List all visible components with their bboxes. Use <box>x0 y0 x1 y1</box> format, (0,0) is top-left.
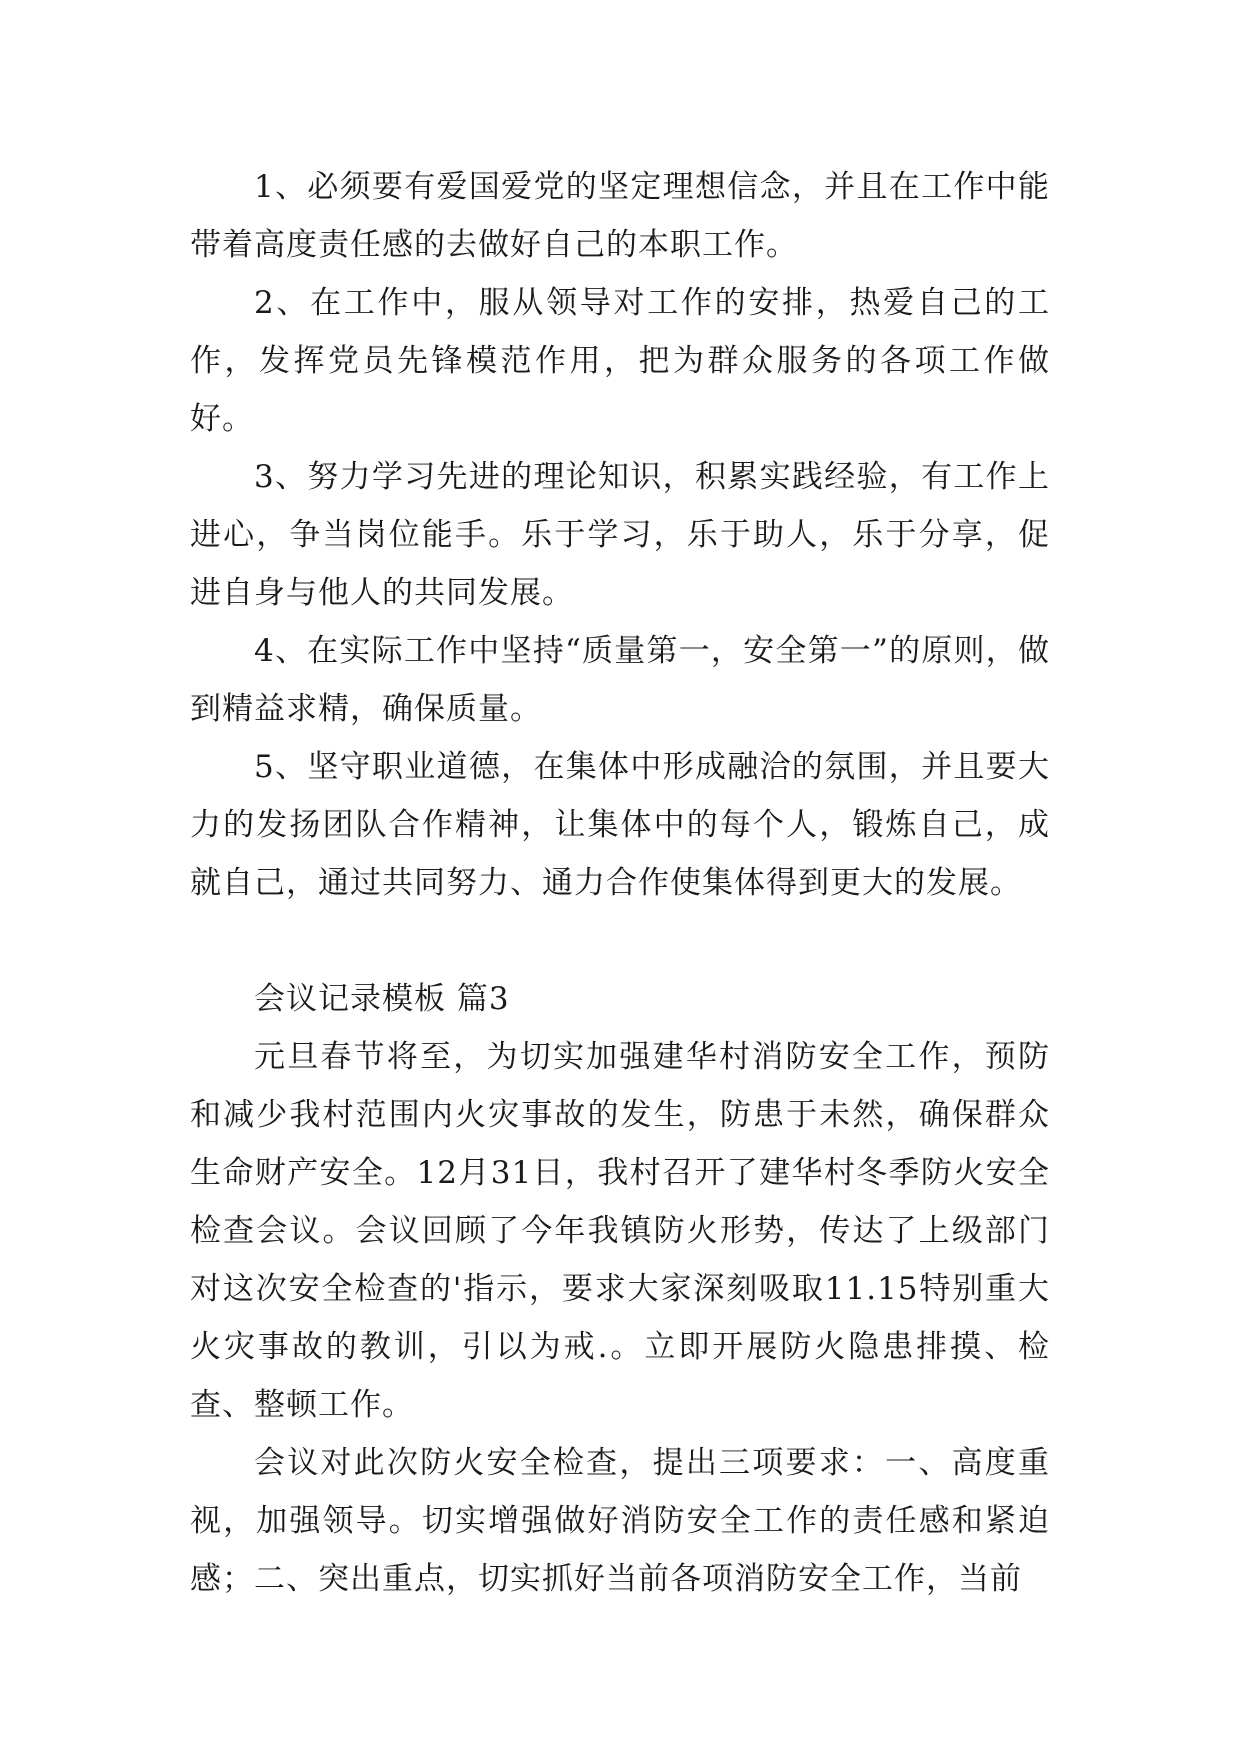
list-item-3: 3、努力学习先进的理论知识，积累实践经验，有工作上进心，争当岗位能手。乐于学习，乐于助人，乐于分享，促进自身与他人的共同发展。 <box>190 459 1050 611</box>
list-item-4: 4、在实际工作中坚持“质量第一，安全第一”的原则，做到精益求精，确保质量。 <box>190 633 1050 727</box>
document-body <box>190 158 1050 1608</box>
list-item-5: 5、坚守职业道德，在集体中形成融洽的氛围，并且要大力的发扬团队合作精神，让集体中的每个人，锻炼自己，成就自己，通过共同努力、通力合作使集体得到更大的发展。 <box>190 749 1050 901</box>
section-paragraph-2: 会议对此次防火安全检查，提出三项要求：一、高度重视，加强领导。切实增强做好消防安全工作的责任感和紧迫感；二、突出重点，切实抓好当前各项消防安全工作，当前 <box>190 1445 1050 1597</box>
section-title: 会议记录模板 篇3 <box>254 981 510 1017</box>
section-paragraph-1: 元旦春节将至，为切实加强建华村消防安全工作，预防和减少我村范围内火灾事故的发生，防患于未然，确保群众生命财产安全。12月31日，我村召开了建华村冬季防火安全检查会议。会议回顾了今年我镇防火形势，传达了上级部门对这次安全检查的'指示，要求大家深刻吸取11.15特别重大火灾事故的教训，引以为戒.。立即开展防火隐患排摸、检查、整顿工作。 <box>190 1039 1050 1423</box>
list-item-1: 1、必须要有爱国爱党的坚定理想信念，并且在工作中能带着高度责任感的去做好自己的本职工作。 <box>190 169 1050 263</box>
list-item-2: 2、在工作中，服从领导对工作的安排，热爱自己的工作，发挥党员先锋模范作用，把为群众服务的各项工作做好。 <box>190 285 1050 437</box>
section-spacer <box>190 912 1050 970</box>
